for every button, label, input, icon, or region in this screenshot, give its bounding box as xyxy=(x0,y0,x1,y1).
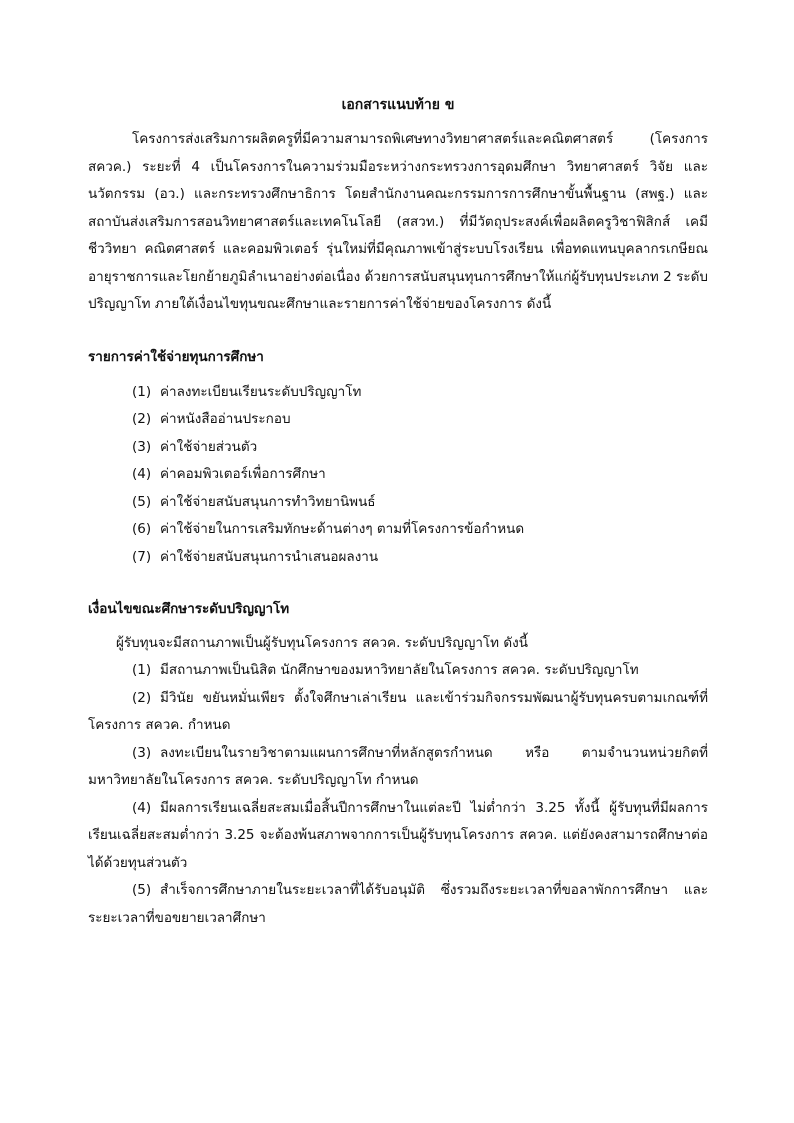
condition-text: มีผลการเรียนเฉลี่ยสะสมเมื่อสิ้นปีการศึกษาในแต่ละปี ไม่ต่ำกว่า 3.25 ทั้งนี้ ผู้รับทุนที่มีผลการเรียนเฉลี่ยสะสมต่ำกว่า 3.25 จะต้องพ้นสภาพจากการเป็นผู้รับทุนโครงการ สควค. แต่ยังคงสามารถศึกษาต่อได้ด้วยทุนส่วนตัว xyxy=(88,799,708,871)
condition-number: (2) xyxy=(132,689,152,706)
condition-number: (4) xyxy=(132,799,152,816)
list-item-text: ค่าลงทะเบียนเรียนระดับปริญญาโท xyxy=(160,383,362,400)
condition-number: (5) xyxy=(132,882,152,898)
conditions-heading: เงื่อนไขขณะศึกษาระดับปริญญาโท xyxy=(88,601,290,617)
condition-item xyxy=(88,795,708,878)
list-item-number: (7) xyxy=(132,548,152,565)
list-item-number: (1) xyxy=(132,383,152,400)
condition-number: (1) xyxy=(132,662,152,678)
list-item-number: (3) xyxy=(132,438,152,455)
document-page xyxy=(88,96,708,932)
list-item xyxy=(88,544,708,572)
list-item xyxy=(88,406,708,434)
conditions-intro: ผู้รับทุนจะมีสถานภาพเป็นผู้รับทุนโครงการ สควค. ระดับปริญญาโท ดังนี้ xyxy=(116,635,528,651)
list-item-number: (4) xyxy=(132,466,152,482)
list-item xyxy=(88,516,708,544)
list-item xyxy=(88,489,708,517)
list-item xyxy=(88,379,708,407)
list-item xyxy=(88,434,708,462)
condition-text: มีวินัย ขยันหมั่นเพียร ตั้งใจศึกษาเล่าเรียน และเข้าร่วมกิจกรรมพัฒนาผู้รับทุนครบตามเกณฑ์ที่โครงการ สควค. กำหนด xyxy=(88,689,708,733)
condition-text: สำเร็จการศึกษาภายในระยะเวลาที่ได้รับอนุมัติ ซึ่งรวมถึงระยะเวลาที่ขอลาพักการศึกษา และระยะเวลาที่ขอขยายเวลาศึกษา xyxy=(88,882,708,926)
condition-item xyxy=(88,657,708,685)
list-item-text: ค่าใช้จ่ายสนับสนุนการทำวิทยานิพนธ์ xyxy=(160,493,376,510)
document-title: เอกสารแนบท้าย ข xyxy=(341,97,455,113)
list-item-number: (2) xyxy=(132,411,152,427)
list-item-text: ค่าหนังสืออ่านประกอบ xyxy=(160,411,291,427)
condition-item xyxy=(88,877,708,932)
list-item-text: ค่าใช้จ่ายในการเสริมทักษะด้านต่างๆ ตามที่โครงการข้อกำหนด xyxy=(160,521,525,537)
condition-number: (3) xyxy=(132,744,152,761)
condition-item xyxy=(88,740,708,795)
list-item-number: (6) xyxy=(132,521,152,537)
list-item-number: (5) xyxy=(132,493,152,510)
intro-paragraph: โครงการส่งเสริมการผลิตครูที่มีความสามารถพิเศษทางวิทยาศาสตร์และคณิตศาสตร์ (โครงการ สควค.) ระยะที่ 4 เป็นโครงการในความร่วมมือระหว่างกระทรวงการอุดมศึกษา วิทยาศาสตร์ วิจัย และนวัตกรรม (อว.) และกระทรวงศึกษาธิการ โดยสำนักงานคณะกรรมการการศึกษาขั้นพื้นฐาน (สพฐ.) และสถาบันส่งเสริมการสอนวิทยาศาสตร์และเทคโนโลยี (สสวท.) ที่มีวัตถุประสงค์เพื่อผลิตครูวิชาฟิสิกส์ เคมี ชีววิทยา คณิตศาสตร์ และคอมพิวเตอร์ รุ่นใหม่ที่มีคุณภาพเข้าสู่ระบบโรงเรียน เพื่อทดแทนบุคลากรเกษียณอายุราชการและโยกย้ายภูมิลำเนาอย่างต่อเนื่อง ด้วยการสนับสนุนทุนการศึกษาให้แก่ผู้รับทุนประเภท 2 ระดับปริญญาโท ภายใต้เงื่อนไขทุนขณะศึกษาและรายการค่าใช้จ่ายของโครงการ ดังนี้ xyxy=(88,131,708,312)
expenses-heading: รายการค่าใช้จ่ายทุนการศึกษา xyxy=(88,348,264,365)
condition-text: มีสถานภาพเป็นนิสิต นักศึกษาของมหาวิทยาลัยในโครงการ สควค. ระดับปริญญาโท xyxy=(160,662,639,678)
condition-item xyxy=(88,685,708,740)
condition-text: ลงทะเบียนในรายวิชาตามแผนการศึกษาที่หลักสูตรกำหนด หรือ ตามจำนวนหน่วยกิตที่มหาวิทยาลัยในโครงการ สควค. ระดับปริญญาโท กำหนด xyxy=(88,744,708,788)
expenses-list xyxy=(88,379,708,572)
list-item-text: ค่าใช้จ่ายส่วนตัว xyxy=(160,438,258,455)
list-item xyxy=(88,461,708,489)
list-item-text: ค่าคอมพิวเตอร์เพื่อการศึกษา xyxy=(160,466,326,482)
list-item-text: ค่าใช้จ่ายสนับสนุนการนำเสนอผลงาน xyxy=(160,548,379,565)
